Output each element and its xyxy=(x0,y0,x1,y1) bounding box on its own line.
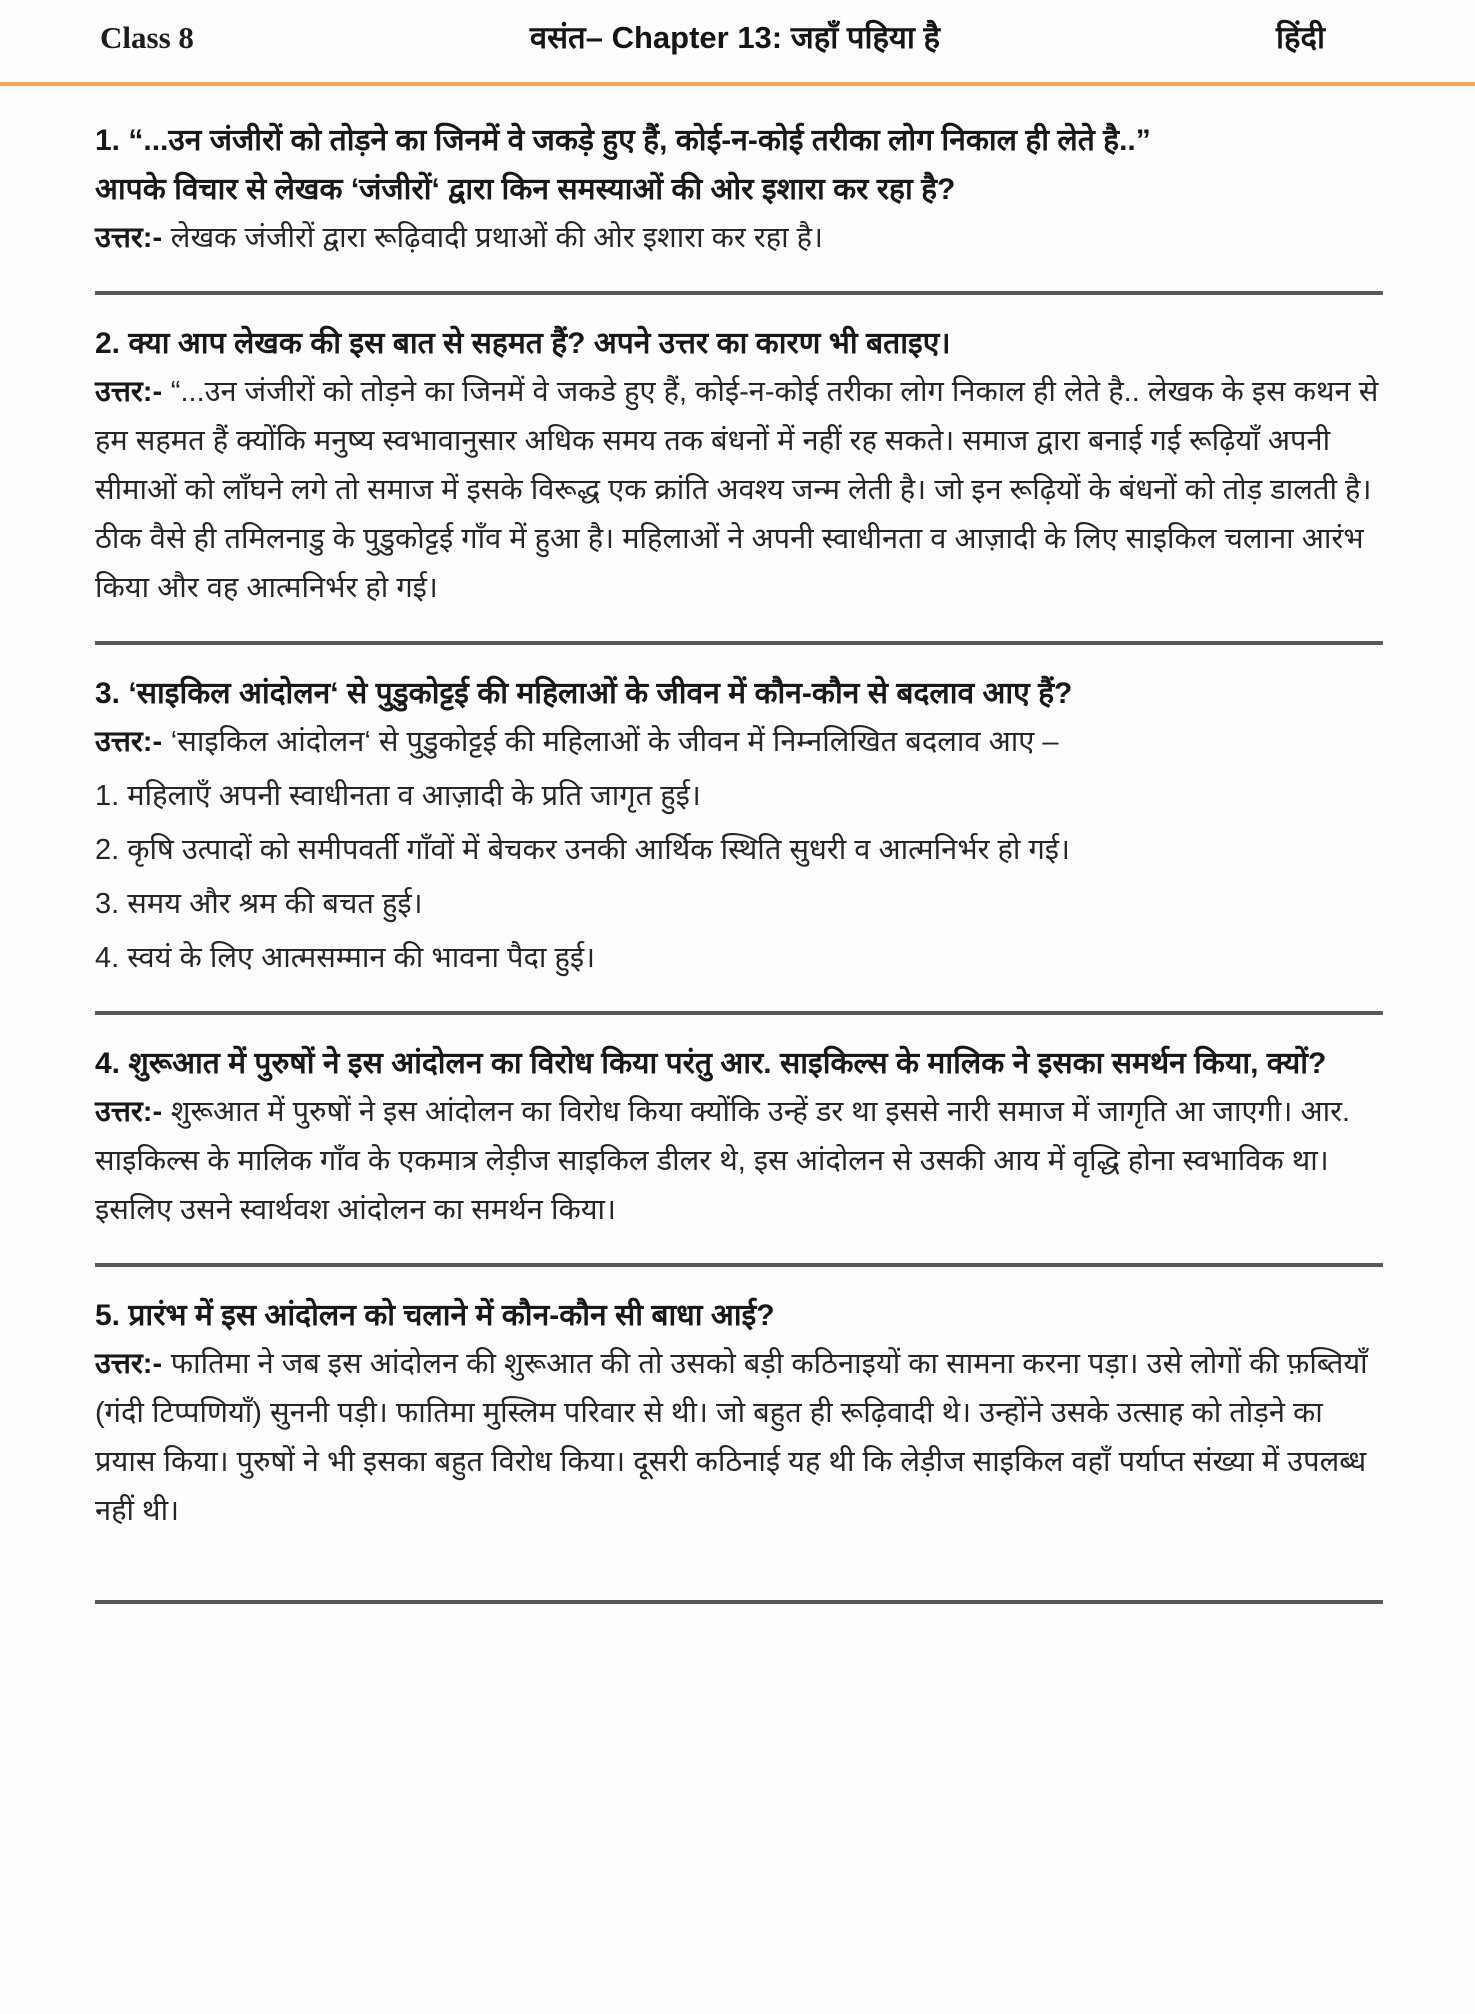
answer-5-label: उत्तर:- xyxy=(95,1348,163,1380)
qa-section-4 xyxy=(95,1015,1383,1263)
answer-1 xyxy=(95,214,1383,263)
page-title: वसंत– Chapter 13: जहाँ पहिया है xyxy=(529,20,941,55)
answer-5-body: फातिमा ने जब इस आंदोलन की शुरूआत की तो उसको बड़ी कठिनाइयों का सामना करना पड़ा। उसे लोगों की फ़ब्तियाँ (गंदी टिप्पणियाँ) सुननी पड़ी। फातिमा मुस्लिम परिवार से थी। जो बहुत ही रूढ़िवादी थे। उन्होंने उसके उत्साह को तोड़ने का प्रयास किया। पुरुषों ने भी इसका बहुत विरोध किया। दूसरी कठिनाई यह थी कि लेड़ीज साइकिल वहाँ पर्याप्त संख्या में उपलब्ध नहीं थी। xyxy=(95,1348,1368,1527)
answer-3-body: ‘साइकिल आंदोलन‘ से पुडुकोट्टई की महिलाओं के जीवन में निम्नलिखित बदलाव आए – xyxy=(170,726,1059,758)
answer-5 xyxy=(95,1340,1383,1536)
qa-section-3 xyxy=(95,645,1383,1011)
answer-4 xyxy=(95,1088,1383,1235)
answer-2 xyxy=(95,368,1383,613)
subject-label: हिंदी xyxy=(1276,20,1325,55)
answer-4-body: शुरूआत में पुरुषों ने इस आंदोलन का विरोध किया क्योंकि उन्हें डर था इससे नारी समाज में जागृति आ जाएगी। आर. साइकिल्स के मालिक गाँव के एकमात्र लेड़ीज साइकिल डीलर थे, इस आंदोलन से उसकी आय में वृद्धि होना स्वभाविक था। इसलिए उसने स्वार्थवश आंदोलन का समर्थन किया। xyxy=(95,1096,1351,1226)
qa-section-1 xyxy=(95,92,1383,291)
answer-3-item-1: 1. महिलाएँ अपनी स्वाधीनता व आज़ादी के प्रति जागृत हुई। xyxy=(95,780,701,812)
class-label: Class 8 xyxy=(100,20,194,55)
question-4-text: 4. शुरूआत में पुरुषों ने इस आंदोलन का विरोध किया परंतु आर. साइकिल्स के मालिक ने इसका समर्थन किया, क्यों? xyxy=(95,1047,1327,1080)
question-1-text: आपके विचार से लेखक ‘जंजीरों‘ द्वारा किन समस्याओं की ओर इशारा कर रहा है? xyxy=(95,173,956,206)
answer-3-item-3: 3. समय और श्रम की बचत हुई। xyxy=(95,888,423,920)
answer-1-label: उत्तर:- xyxy=(95,222,163,254)
qa-section-5 xyxy=(95,1267,1383,1564)
section-divider-5 xyxy=(95,1600,1383,1604)
answer-2-label: उत्तर:- xyxy=(95,376,163,408)
question-5-text: 5. प्रारंभ में इस आंदोलन को चलाने में कौन-कौन सी बाधा आई? xyxy=(95,1299,775,1332)
answer-3-item-4: 4. स्वयं के लिए आत्मसम्मान की भावना पैदा हुई। xyxy=(95,942,596,974)
question-1-quote: 1. “...उन जंजीरों को तोड़ने का जिनमें वे जकड़े हुए हैं, कोई-न-कोई तरीका लोग निकाल ही लेते है..” xyxy=(95,124,1151,157)
answer-1-body: लेखक जंजीरों द्वारा रूढ़िवादी प्रथाओं की ओर इशारा कर रहा है। xyxy=(170,222,824,254)
answer-3 xyxy=(95,718,1383,767)
question-3-text: 3. ‘साइकिल आंदोलन‘ से पुडुकोट्टई की महिलाओं के जीवन में कौन-कौन से बदलाव आए हैं? xyxy=(95,677,1073,710)
document-header xyxy=(0,0,1475,58)
qa-section-2 xyxy=(95,295,1383,641)
answer-4-label: उत्तर:- xyxy=(95,1096,163,1128)
answer-3-label: उत्तर:- xyxy=(95,726,163,758)
answer-3-item-2: 2. कृषि उत्पादों को समीपवर्ती गाँवों में बेचकर उनकी आर्थिक स्थिति सुधरी व आत्मनिर्भर हो गई। xyxy=(95,834,1071,866)
content-area xyxy=(0,86,1475,1604)
answer-2-body: “...उन जंजीरों को तोड़ने का जिनमें वे जकडे हुए हैं, कोई-न-कोई तरीका लोग निकाल ही लेते है.. लेखक के इस कथन से हम सहमत हैं क्योंकि मनुष्य स्वभावानुसार अधिक समय तक बंधनों में नहीं रह सकते। समाज द्वारा बनाई गई रूढ़ियाँ अपनी सीमाओं को लाँघने लगे तो समाज में इसके विरूद्ध एक क्रांति अवश्य जन्म लेती है। जो इन रूढ़ियों के बंधनों को तोड़ डालती है। ठीक वैसे ही तमिलनाडु के पुडुकोट्टई गाँव में हुआ है। महिलाओं ने अपनी स्वाधीनता व आज़ादी के लिए साइकिल चलाना आरंभ किया और वह आत्मनिर्भर हो गई। xyxy=(95,376,1379,604)
question-2-text: 2. क्या आप लेखक की इस बात से सहमत हैं? अपने उत्तर का कारण भी बताइए। xyxy=(95,327,951,360)
